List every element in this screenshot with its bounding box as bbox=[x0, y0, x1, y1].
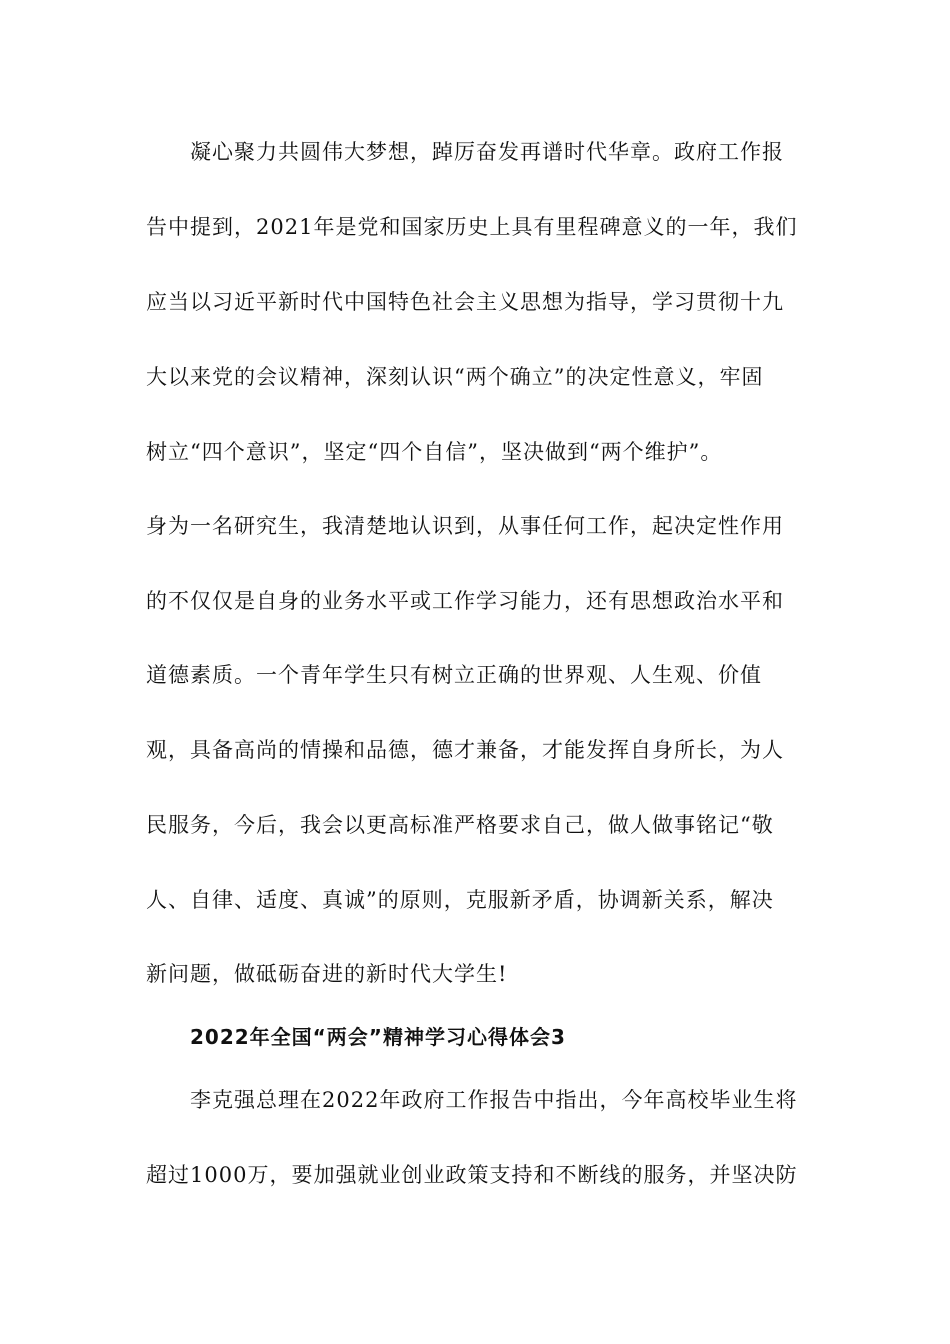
paragraph-1-line-2: 告中提到，2021年是党和国家历史上具有里程碑意义的一年，我们 bbox=[146, 215, 798, 239]
paragraph-1-line-9: 观，具备高尚的情操和品德，德才兼备，才能发挥自身所长，为人 bbox=[146, 738, 784, 762]
paragraph-1-line-3: 应当以习近平新时代中国特色社会主义思想为指导，学习贯彻十九 bbox=[146, 290, 784, 314]
section-heading: 2022年全国“两会”精神学习心得体会3 bbox=[190, 1025, 566, 1049]
paragraph-1-line-5: 树立“四个意识”，坚定“四个自信”，坚决做到“两个维护”。 bbox=[146, 440, 723, 464]
paragraph-1-line-8: 道德素质。一个青年学生只有树立正确的世界观、人生观、价值 bbox=[146, 663, 762, 687]
paragraph-1-line-12: 新问题，做砥砺奋进的新时代大学生! bbox=[146, 962, 508, 986]
paragraph-1-line-1: 凝心聚力共圆伟大梦想，踔厉奋发再谱时代华章。政府工作报 bbox=[190, 140, 784, 164]
paragraph-1-line-4: 大以来党的会议精神，深刻认识“两个确立”的决定性意义，牢固 bbox=[146, 365, 764, 389]
paragraph-2-line-1: 李克强总理在2022年政府工作报告中指出，今年高校毕业生将 bbox=[190, 1088, 798, 1112]
paragraph-1-line-10: 民服务，今后，我会以更高标准严格要求自己，做人做事铭记“敬 bbox=[146, 813, 774, 837]
paragraph-1-line-11: 人、自律、适度、真诚”的原则，克服新矛盾，协调新关系，解决 bbox=[146, 888, 774, 912]
paragraph-1-line-6: 身为一名研究生，我清楚地认识到，从事任何工作，起决定性作用 bbox=[146, 514, 784, 538]
paragraph-2-line-2: 超过1000万，要加强就业创业政策支持和不断线的服务，并坚决防 bbox=[146, 1163, 798, 1187]
paragraph-1-line-7: 的不仅仅是自身的业务水平或工作学习能力，还有思想政治水平和 bbox=[146, 589, 784, 613]
